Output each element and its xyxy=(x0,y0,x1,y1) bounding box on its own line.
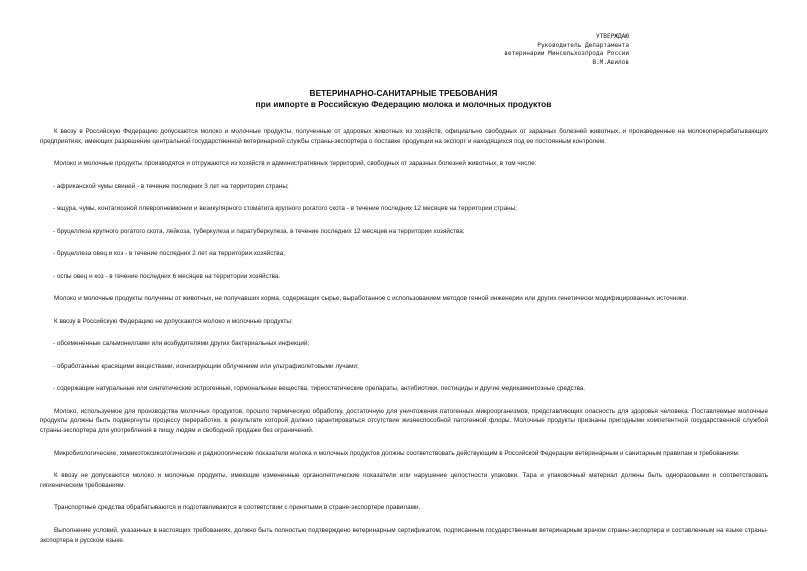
approval-signatory: В.М.Авилов xyxy=(592,58,629,66)
paragraph-not-permitted: К ввозу в Российскую Федерацию не допускаются молоко и молочные продукты: xyxy=(54,317,293,325)
paragraph-microbiological: Микробиологические, химикотоксикологические и радиологические показатели молока и молочных продуктов должны соответствовать действующим в Российской Федерации ветеринарным и санитарным правилам и требованиям. xyxy=(54,449,740,457)
document-title xyxy=(0,88,807,110)
paragraph-heat-treatment: Молоко, используемое для производства молочных продуктов, прошло термическую обработку, достаточную для уничтожения патогенных микроорганизмов, представляющих опасность для здоровья человека. Поставляемые молочные продукты должны быть подвергнуты процессу переработки, в результате которой должно гарантироваться отсутствие жизнеспособной патогенной флоры. Молочные продукты признаны пригодными компетентной государственной службой страны-экспортера для употребления в пищу людям и свободной продаже без ограничений. xyxy=(40,407,768,435)
document-title-subtitle: при импорте в Российскую Федерацию молока и молочных продуктов xyxy=(255,99,552,109)
approval-block xyxy=(440,33,629,67)
list-item-sheep-goat-brucellosis: - бруцеллеза овец и коз - в течение последних 2 лет на территории хозяйства; xyxy=(53,250,285,258)
list-item-african-swine-fever: - африканской чумы свиней - в течение последних 3 лет на территории страны; xyxy=(53,182,289,190)
list-item-cattle-brucellosis: - бруцеллеза крупного рогатого скота, лейкоза, туберкулеза и паратуберкулеза, в течение последних 12 месяцев на территории хозяйства; xyxy=(53,227,465,235)
document-body xyxy=(40,127,768,558)
paragraph-certificate: Выполнение условий, указанных в настоящих требованиях, должно быть полностью подтверждено ветеринарным сертификатом, подписанным государственным ветеринарным врачом страны-экспортера и составленным на языке страны-экспортера и русском языке. xyxy=(40,526,768,544)
approval-position: Руководитель Департамента xyxy=(537,41,629,49)
paragraph-disease-free-origin: Молоко и молочные продукты производятся и отгружаются из хозяйств и административных территорий, свободных от заразных болезней животных, в том числе: xyxy=(54,160,537,168)
approval-heading: УТВЕРЖДАЮ xyxy=(595,33,629,40)
list-item-dyes-irradiation: - обработанные красящими веществами, ионизирующим облучением или ультрафиолетовыми лучами; xyxy=(53,362,359,370)
approval-department: ветеринарии Минсельхозпрода России xyxy=(504,50,629,57)
paragraph-import-permission: К ввозу в Российскую Федерацию допускаются молоко и молочные продукты, полученные от здоровых животных из хозяйств, официально свободных от заразных болезней животных, и произведенные на молокоперерабатывающих предприятиях, имеющих разрешение центральной государственной ветеринарной службы страны-экспортера о поставке продукции на экспорт и находящихся под ее постоянным контролем. xyxy=(40,128,768,145)
list-item-hormones-antibiotics: - содержащие натуральные или синтетические эстрогенные, гормональные вещества, тиреостатические препараты, антибиотики, пестициды и другие медикаментозные средства. xyxy=(53,385,586,393)
list-item-salmonella: - обсемененные сальмонеллами или возбудителями других бактериальных инфекций; xyxy=(53,340,310,348)
paragraph-gmo-feed: Молоко и молочные продукты получены от животных, не получавших корма, содержащих сырье, выработанное с использованием методов генной инженерии или других генетически модифицированных источники. xyxy=(54,295,688,303)
list-item-sheep-goat-pox: - оспы овец и коз - в течение последних 6 месяцев на территории хозяйства. xyxy=(53,272,281,280)
paragraph-packaging: К ввозу не допускаются молоко и молочные продукты, имеющие измененные органолептические показатели или нарушение целостности упаковки. Тара и упаковочный материал должны быть одноразовыми и соответствовать гигиеническим требованиям. xyxy=(40,472,768,489)
paragraph-transport: Транспортные средства обрабатываются и подготавливаются в соответствии с принятыми в стране-экспортере правилами. xyxy=(54,504,421,512)
document-title-main: ВЕТЕРИНАРНО-САНИТАРНЫЕ ТРЕБОВАНИЯ xyxy=(309,88,498,98)
list-item-foot-and-mouth: - ящура, чумы, контагиозной плевропневмонии и везикулярного стоматита крупного рогатого скота - в течение последних 12 месяцев на территории страны; xyxy=(53,205,517,213)
